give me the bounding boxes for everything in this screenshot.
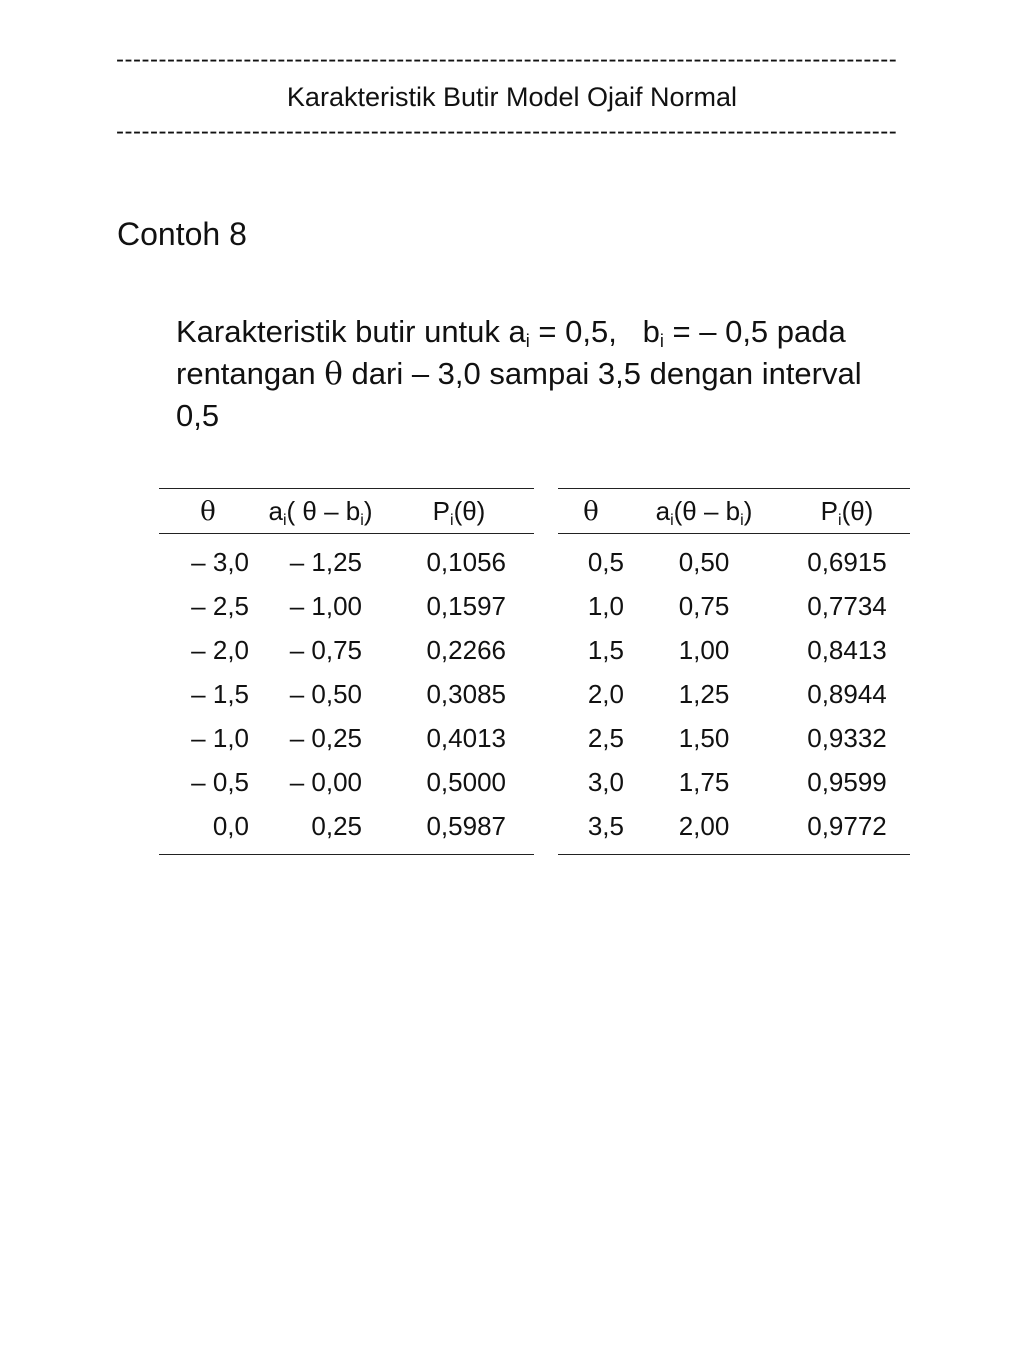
cell-pi-theta: 0,8413: [807, 634, 887, 665]
description-text: = 0,5, b: [529, 314, 660, 349]
subscript: i: [525, 331, 530, 351]
header-theta: θ: [583, 496, 599, 527]
table-body: [159, 534, 534, 855]
cell-pi-theta: 0,9772: [807, 810, 887, 841]
cell-theta: – 0,5: [191, 766, 249, 797]
cell-ai-theta-bi: – 0,25: [289, 722, 362, 753]
table-row: [159, 804, 534, 855]
table-header-row: [558, 489, 910, 534]
cell-theta: 0,0: [212, 810, 249, 841]
table-row: [159, 716, 534, 760]
cell-pi-theta: 0,9332: [807, 722, 887, 753]
table-row: [558, 584, 910, 628]
header-theta: θ: [200, 496, 216, 527]
table-row: [159, 628, 534, 672]
cell-pi-theta: 0,7734: [807, 590, 887, 621]
header-ai-theta-bi: $a_i$( θ – $b_i$): [268, 495, 373, 529]
cell-pi-theta: 0,9599: [807, 766, 887, 797]
description-text: Karakteristik butir untuk a: [176, 314, 526, 349]
header-pi-theta: $P_i(\theta)$: [432, 495, 486, 529]
cell-pi-theta: 0,5987: [426, 810, 506, 841]
cell-ai-theta-bi: 1,50: [678, 722, 730, 753]
table-row: [558, 760, 910, 804]
header-pi-theta: $P_i(\theta)$: [820, 495, 874, 529]
cell-ai-theta-bi: 2,00: [678, 810, 730, 841]
page-header-title: Karakteristik Butir Model Ojaif Normal: [286, 82, 738, 112]
header-ai-theta-bi: $a_i(\theta - b_i)$: [655, 495, 753, 529]
cell-ai-theta-bi: – 0,75: [289, 634, 362, 665]
cell-ai-theta-bi: 1,75: [678, 766, 730, 797]
cell-theta: 2,0: [587, 678, 624, 709]
description-paragraph: [176, 311, 946, 437]
table-row: [159, 584, 534, 628]
cell-theta: – 1,5: [191, 678, 249, 709]
cell-pi-theta: 0,2266: [426, 634, 506, 665]
cell-pi-theta: 0,3085: [426, 678, 506, 709]
cell-theta: – 3,0: [191, 546, 249, 577]
cell-theta: 3,5: [587, 810, 624, 841]
cell-theta: – 2,0: [191, 634, 249, 665]
cell-ai-theta-bi: – 0,00: [289, 766, 362, 797]
table-row: [558, 716, 910, 760]
table-right: [558, 488, 910, 855]
cell-pi-theta: 0,6915: [807, 546, 887, 577]
cell-theta: – 2,5: [191, 590, 249, 621]
cell-theta: 2,5: [587, 722, 624, 753]
cell-pi-theta: 0,4013: [426, 722, 506, 753]
cell-theta: 1,5: [587, 634, 624, 665]
description-text: = – 0,5 pada rentangan: [176, 314, 846, 391]
theta-symbol: θ: [324, 356, 343, 392]
cell-theta: 1,0: [587, 590, 624, 621]
subscript: i: [659, 331, 664, 351]
description-text: 0,5: [176, 398, 220, 433]
cell-theta: – 1,0: [191, 722, 249, 753]
table-row: [159, 760, 534, 804]
header-rule-top: --------------------------------------------------------------------------------------------: [116, 46, 898, 73]
section-title: Contoh 8: [117, 216, 247, 252]
table-row: [159, 534, 534, 585]
table-row: [558, 672, 910, 716]
cell-ai-theta-bi: – 1,00: [289, 590, 362, 621]
cell-pi-theta: 0,8944: [807, 678, 887, 709]
table-row: [558, 534, 910, 585]
cell-ai-theta-bi: 1,00: [678, 634, 730, 665]
cell-ai-theta-bi: 1,25: [678, 678, 730, 709]
cell-theta: 3,0: [587, 766, 624, 797]
cell-pi-theta: 0,1056: [426, 546, 506, 577]
table-row: [558, 628, 910, 672]
header-rule-bottom: --------------------------------------------------------------------------------------------: [116, 118, 898, 145]
cell-ai-theta-bi: – 0,50: [289, 678, 362, 709]
cell-ai-theta-bi: 0,75: [678, 590, 730, 621]
cell-ai-theta-bi: 0,25: [311, 810, 362, 841]
cell-ai-theta-bi: 0,50: [678, 546, 730, 577]
description-text: dari – 3,0 sampai 3,5 dengan interval: [342, 356, 862, 391]
cell-pi-theta: 0,1597: [426, 590, 506, 621]
cell-theta: 0,5: [587, 546, 624, 577]
table-left: [159, 488, 534, 855]
table-header-row: [159, 489, 534, 534]
cell-ai-theta-bi: – 1,25: [289, 546, 362, 577]
table-row: [159, 672, 534, 716]
table-row: [558, 804, 910, 855]
table-body: [558, 534, 910, 855]
cell-pi-theta: 0,5000: [426, 766, 506, 797]
